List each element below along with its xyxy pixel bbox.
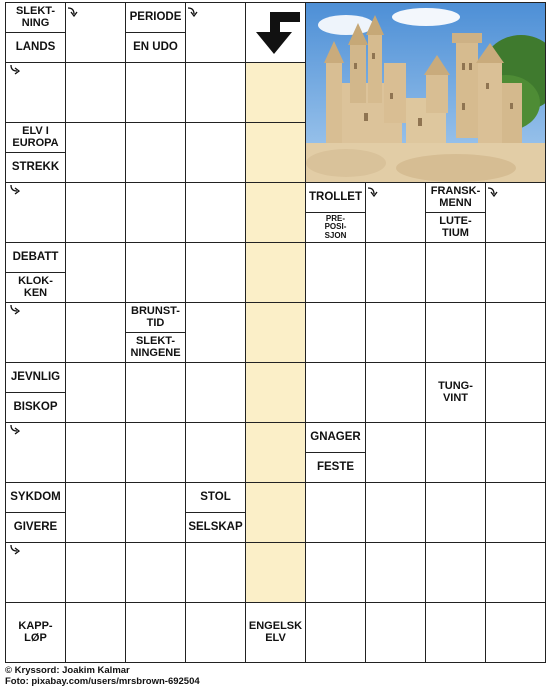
clue-cell	[5, 2, 66, 63]
answer-cell[interactable]	[245, 482, 306, 543]
answer-cell[interactable]	[125, 422, 186, 483]
sand-castle-photo	[305, 2, 546, 183]
answer-cell[interactable]	[245, 62, 306, 123]
answer-cell[interactable]	[125, 62, 186, 123]
clue-cell	[305, 182, 366, 243]
clue-text: BISKOP	[13, 401, 58, 414]
answer-cell[interactable]	[125, 602, 186, 663]
answer-cell[interactable]	[185, 362, 246, 423]
answer-cell[interactable]	[485, 542, 546, 603]
answer-cell[interactable]	[125, 482, 186, 543]
answer-cell[interactable]	[245, 422, 306, 483]
answer-cell[interactable]	[185, 62, 246, 123]
clue-text: SLEKT- NING	[15, 4, 56, 29]
answer-cell[interactable]	[485, 242, 546, 303]
credits	[5, 665, 200, 687]
answer-cell[interactable]	[365, 602, 426, 663]
clue-cell	[125, 302, 186, 363]
answer-cell[interactable]	[245, 242, 306, 303]
answer-cell[interactable]	[185, 122, 246, 183]
clue-text: GNAGER	[310, 431, 361, 444]
answer-cell[interactable]	[485, 482, 546, 543]
clue-text: FESTE	[316, 461, 355, 474]
clue-cell	[305, 422, 366, 483]
clue-text: SLEKT- NINGENE	[130, 334, 181, 359]
answer-cell[interactable]	[485, 602, 546, 663]
answer-cell[interactable]	[245, 362, 306, 423]
photo-credit: Foto: pixabay.com/users/mrsbrown-692504	[5, 676, 200, 687]
clue-cell	[5, 242, 66, 303]
answer-cell[interactable]	[65, 602, 126, 663]
crossword-credit: © Kryssord: Joakim Kalmar	[5, 665, 130, 676]
clue-divider	[6, 32, 65, 33]
answer-cell[interactable]	[65, 482, 126, 543]
answer-cell[interactable]	[425, 542, 486, 603]
clue-text: LUTE- TIUM	[439, 214, 472, 239]
bent-arrow-icon	[8, 424, 20, 436]
answer-cell[interactable]	[305, 602, 366, 663]
answer-cell[interactable]	[245, 542, 306, 603]
answer-cell[interactable]	[485, 362, 546, 423]
answer-cell[interactable]	[305, 302, 366, 363]
clue-cell	[245, 602, 306, 663]
clue-text: DEBATT	[12, 251, 59, 264]
answer-cell[interactable]	[425, 602, 486, 663]
answer-cell[interactable]	[245, 182, 306, 243]
sand-castle-illustration	[306, 3, 546, 183]
answer-cell[interactable]	[185, 542, 246, 603]
bent-arrow-icon	[67, 5, 79, 17]
answer-cell[interactable]	[485, 302, 546, 363]
answer-cell[interactable]	[245, 302, 306, 363]
clue-divider	[306, 452, 365, 453]
answer-cell[interactable]	[65, 362, 126, 423]
answer-cell[interactable]	[245, 122, 306, 183]
clue-cell	[125, 2, 186, 63]
clue-text: SELSKAP	[188, 521, 243, 534]
bent-arrow-icon	[187, 5, 199, 17]
answer-cell[interactable]	[185, 602, 246, 663]
answer-cell[interactable]	[365, 362, 426, 423]
clue-text: ENGELSK ELV	[248, 620, 303, 644]
clue-text: FRANSK- MENN	[430, 184, 481, 209]
clue-cell	[5, 362, 66, 423]
clue-text: SYKDOM	[10, 491, 61, 504]
answer-cell[interactable]	[485, 422, 546, 483]
answer-cell[interactable]	[65, 62, 126, 123]
answer-cell[interactable]	[185, 302, 246, 363]
clue-text: EN UDO	[133, 41, 178, 54]
answer-cell[interactable]	[305, 542, 366, 603]
answer-cell[interactable]	[65, 422, 126, 483]
answer-cell[interactable]	[185, 422, 246, 483]
answer-cell[interactable]	[365, 482, 426, 543]
clue-text: PERIODE	[129, 11, 182, 24]
clue-text: TUNG- VINT	[438, 380, 473, 404]
answer-cell[interactable]	[365, 542, 426, 603]
clue-divider	[306, 212, 365, 213]
clue-divider	[126, 332, 185, 333]
clue-divider	[186, 512, 245, 513]
answer-cell[interactable]	[365, 422, 426, 483]
clue-divider	[6, 512, 65, 513]
answer-cell[interactable]	[365, 302, 426, 363]
answer-cell[interactable]	[125, 362, 186, 423]
answer-cell[interactable]	[305, 362, 366, 423]
clue-divider	[6, 272, 65, 273]
clue-text: STREKK	[11, 161, 60, 174]
bent-arrow-icon	[8, 64, 20, 76]
clue-cell	[425, 182, 486, 243]
clue-text: PRE- POSI- SJON	[324, 213, 347, 240]
answer-cell[interactable]	[305, 242, 366, 303]
answer-cell[interactable]	[65, 242, 126, 303]
clue-cell	[5, 602, 66, 663]
clue-cell	[425, 362, 486, 423]
turn-down-left-arrow-icon	[248, 4, 304, 60]
answer-cell[interactable]	[185, 242, 246, 303]
answer-cell[interactable]	[125, 242, 186, 303]
clue-text: ELV I EUROPA	[12, 124, 59, 149]
answer-cell[interactable]	[305, 482, 366, 543]
clue-divider	[6, 392, 65, 393]
bent-arrow-icon	[8, 544, 20, 556]
clue-cell	[5, 122, 66, 183]
answer-cell[interactable]	[65, 122, 126, 183]
clue-cell	[5, 482, 66, 543]
answer-cell[interactable]	[125, 182, 186, 243]
crossword-grid	[5, 2, 545, 662]
bent-arrow-icon	[8, 304, 20, 316]
answer-cell[interactable]	[65, 182, 126, 243]
clue-text: JEVNLIG	[10, 371, 61, 384]
answer-cell[interactable]	[65, 542, 126, 603]
clue-text: LANDS	[15, 41, 56, 54]
answer-cell[interactable]	[425, 302, 486, 363]
answer-cell[interactable]	[425, 422, 486, 483]
answer-cell[interactable]	[425, 242, 486, 303]
clue-text: GIVERE	[13, 521, 58, 534]
answer-cell[interactable]	[65, 302, 126, 363]
answer-cell[interactable]	[425, 482, 486, 543]
answer-cell[interactable]	[125, 122, 186, 183]
bent-arrow-icon	[8, 184, 20, 196]
answer-cell[interactable]	[125, 542, 186, 603]
clue-divider	[126, 32, 185, 33]
clue-cell	[185, 482, 246, 543]
clue-text: TROLLET	[308, 191, 363, 204]
bent-arrow-icon	[367, 185, 379, 197]
answer-cell[interactable]	[365, 242, 426, 303]
clue-divider	[426, 212, 485, 213]
clue-text: KLOK- KEN	[18, 274, 53, 299]
clue-divider	[6, 152, 65, 153]
answer-cell[interactable]	[185, 182, 246, 243]
clue-text: KAPP- LØP	[18, 620, 53, 644]
clue-text: BRUNST- TID	[131, 304, 180, 329]
clue-text: STOL	[200, 491, 231, 504]
bent-arrow-icon	[487, 185, 499, 197]
